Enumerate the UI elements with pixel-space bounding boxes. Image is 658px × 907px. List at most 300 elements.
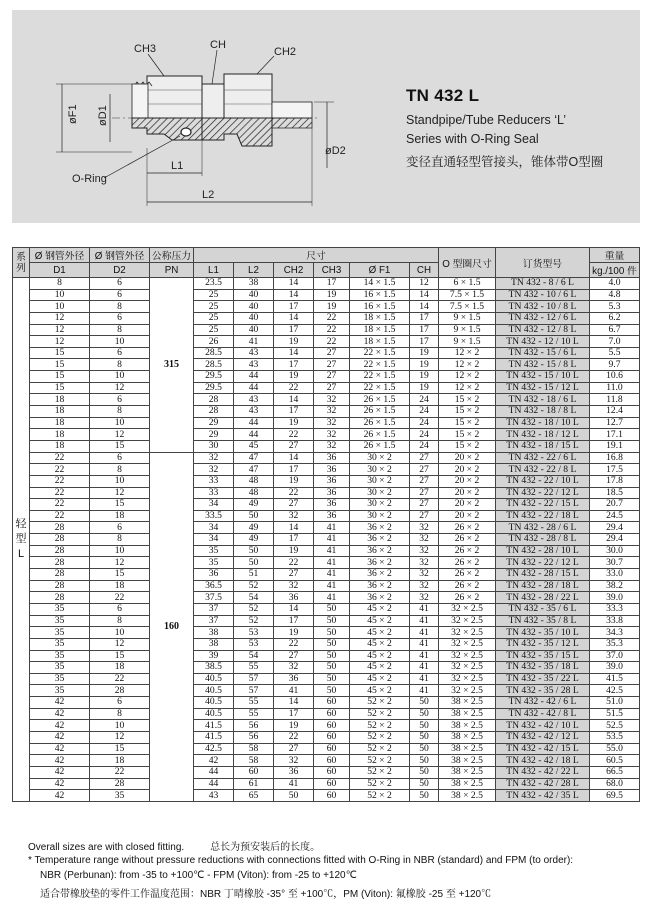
- table-cell: 8: [90, 359, 150, 371]
- table-cell: 65: [234, 790, 274, 802]
- table-cell: 41: [410, 650, 439, 662]
- product-title: TN 432 L: [406, 86, 480, 105]
- table-cell: 49: [234, 534, 274, 546]
- table-cell: 42: [30, 766, 90, 778]
- table-cell: 52 × 2: [350, 708, 410, 720]
- table-cell: 14: [274, 312, 314, 324]
- table-cell: 38 × 2.5: [439, 720, 496, 732]
- table-cell: 50: [410, 790, 439, 802]
- table-cell: TN 432 - 42 / 18 L: [496, 755, 590, 767]
- table-cell: 4.8: [590, 289, 640, 301]
- table-cell: TN 432 - 35 / 6 L: [496, 603, 590, 615]
- table-cell: 38: [194, 627, 234, 639]
- table-cell: TN 432 - 28 / 18 L: [496, 580, 590, 592]
- table-cell: 15: [30, 347, 90, 359]
- table-cell: 15: [90, 743, 150, 755]
- table-cell: 6.7: [590, 324, 640, 336]
- table-cell: TN 432 - 22 / 12 L: [496, 487, 590, 499]
- table-cell: 44: [194, 766, 234, 778]
- table-cell: 33.3: [590, 603, 640, 615]
- table-cell: 22: [90, 592, 150, 604]
- table-row: [13, 743, 640, 755]
- table-cell: 27: [274, 499, 314, 511]
- table-cell: 28.5: [194, 347, 234, 359]
- label-ch: CH: [210, 39, 226, 51]
- table-cell: 50: [410, 755, 439, 767]
- table-cell: 15: [90, 569, 150, 581]
- table-cell: 17: [274, 464, 314, 476]
- table-cell: 27: [274, 743, 314, 755]
- col-d1: D1: [30, 263, 90, 278]
- table-cell: 30 × 2: [350, 475, 410, 487]
- table-cell: 42: [30, 778, 90, 790]
- table-cell: 33.5: [194, 510, 234, 522]
- table-cell: 50: [314, 615, 350, 627]
- table-cell: 27: [314, 382, 350, 394]
- table-cell: 19: [410, 371, 439, 383]
- description-cn: 变径直通轻型管接头，锥体带O型圈: [406, 155, 604, 169]
- table-cell: 17: [274, 534, 314, 546]
- table-cell: 40.5: [194, 697, 234, 709]
- table-cell: 10: [90, 627, 150, 639]
- table-cell: TN 432 - 22 / 18 L: [496, 510, 590, 522]
- table-cell: TN 432 - 28 / 10 L: [496, 545, 590, 557]
- table-cell: 50: [314, 673, 350, 685]
- table-cell: 33.8: [590, 615, 640, 627]
- table-cell: 24: [410, 417, 439, 429]
- table-cell: 12: [90, 557, 150, 569]
- table-cell: TN 432 - 42 / 15 L: [496, 743, 590, 755]
- table-row: [13, 766, 640, 778]
- table-cell: 41.5: [194, 720, 234, 732]
- table-cell: 10: [90, 545, 150, 557]
- table-cell: 20 × 2: [439, 464, 496, 476]
- table-cell: 42: [30, 731, 90, 743]
- table-cell: 35: [30, 662, 90, 674]
- table-cell: TN 432 - 42 / 12 L: [496, 731, 590, 743]
- table-cell: 8: [90, 464, 150, 476]
- table-cell: 32 × 2.5: [439, 685, 496, 697]
- table-cell: 52.5: [590, 720, 640, 732]
- table-cell: TN 432 - 10 / 6 L: [496, 289, 590, 301]
- table-cell: 6: [90, 697, 150, 709]
- table-cell: 37: [194, 603, 234, 615]
- table-cell: 32 × 2.5: [439, 627, 496, 639]
- table-cell: TN 432 - 35 / 18 L: [496, 662, 590, 674]
- table-cell: 57: [234, 685, 274, 697]
- table-row: [13, 406, 640, 418]
- table-row: [13, 778, 640, 790]
- table-cell: 54: [234, 650, 274, 662]
- table-cell: 22: [314, 312, 350, 324]
- table-cell: 19: [274, 475, 314, 487]
- table-cell: 15: [90, 499, 150, 511]
- table-cell: 37.5: [194, 592, 234, 604]
- header-panel: [12, 10, 640, 223]
- table-cell: 19: [274, 720, 314, 732]
- table-cell: TN 432 - 35 / 8 L: [496, 615, 590, 627]
- table-cell: 14: [274, 452, 314, 464]
- table-cell: 18: [30, 417, 90, 429]
- table-cell: TN 432 - 18 / 12 L: [496, 429, 590, 441]
- table-cell: 18 × 1.5: [350, 324, 410, 336]
- table-cell: 29: [194, 417, 234, 429]
- table-cell: 50: [410, 708, 439, 720]
- table-cell: 50: [410, 743, 439, 755]
- table-body: [13, 278, 640, 802]
- table-cell: TN 432 - 10 / 8 L: [496, 301, 590, 313]
- table-cell: 28: [30, 522, 90, 534]
- table-cell: 29.5: [194, 382, 234, 394]
- table-cell: 32 × 2.5: [439, 603, 496, 615]
- table-cell: 38 × 2.5: [439, 755, 496, 767]
- table-cell: 43: [194, 790, 234, 802]
- table-cell: 25: [194, 301, 234, 313]
- col-l2: L2: [234, 263, 274, 278]
- table-row: [13, 301, 640, 313]
- table-cell: 25: [194, 312, 234, 324]
- table-cell: 36 × 2: [350, 522, 410, 534]
- table-cell: 19: [314, 289, 350, 301]
- table-row: [13, 627, 640, 639]
- table-cell: 42: [30, 743, 90, 755]
- label-ch3: CH3: [134, 43, 157, 55]
- table-cell: 7.5 × 1.5: [439, 301, 496, 313]
- fitting-drawing: [52, 28, 372, 218]
- table-cell: 10: [30, 301, 90, 313]
- table-cell: 27: [410, 452, 439, 464]
- table-cell: 18: [30, 394, 90, 406]
- table-cell: 41: [410, 638, 439, 650]
- table-row: [13, 324, 640, 336]
- table-cell: 28: [30, 534, 90, 546]
- table-cell: 61: [234, 778, 274, 790]
- table-cell: 26 × 1.5: [350, 429, 410, 441]
- description-en-1: Standpipe/Tube Reducers ‘L’: [406, 113, 567, 127]
- table-cell: 20 × 2: [439, 499, 496, 511]
- table-cell: 60: [314, 766, 350, 778]
- table-cell: 36 × 2: [350, 557, 410, 569]
- table-cell: 35: [30, 638, 90, 650]
- table-cell: 60: [314, 790, 350, 802]
- table-cell: TN 432 - 28 / 22 L: [496, 592, 590, 604]
- table-cell: 50: [234, 510, 274, 522]
- table-cell: 11.0: [590, 382, 640, 394]
- table-cell: 6: [90, 603, 150, 615]
- table-cell: 53.5: [590, 731, 640, 743]
- table-cell: 52 × 2: [350, 755, 410, 767]
- table-cell: 22: [30, 487, 90, 499]
- table-cell: 32: [314, 406, 350, 418]
- table-cell: 57: [234, 673, 274, 685]
- table-cell: 40.5: [194, 685, 234, 697]
- table-cell: 17.1: [590, 429, 640, 441]
- table-cell: 19: [274, 336, 314, 348]
- table-cell: 18: [90, 662, 150, 674]
- table-cell: 17.8: [590, 475, 640, 487]
- table-cell: 6: [90, 289, 150, 301]
- table-cell: 30 × 2: [350, 452, 410, 464]
- note-temperature: * Temperature range without pressure reductions with connections fitted with O-Ring in NBR (standard) and FPM (to order):: [28, 855, 574, 866]
- table-cell: 42: [30, 697, 90, 709]
- table-cell: 23.5: [194, 278, 234, 290]
- table-row: [13, 464, 640, 476]
- table-cell: TN 432 - 42 / 28 L: [496, 778, 590, 790]
- table-cell: 35.3: [590, 638, 640, 650]
- table-cell: 36: [274, 766, 314, 778]
- table-cell: 36: [314, 475, 350, 487]
- table-cell: 58: [234, 743, 274, 755]
- table-cell: 32 × 2.5: [439, 638, 496, 650]
- table-cell: 27: [274, 650, 314, 662]
- table-cell: TN 432 - 15 / 10 L: [496, 371, 590, 383]
- table-cell: 9 × 1.5: [439, 312, 496, 324]
- table-cell: 42.5: [590, 685, 640, 697]
- table-cell: TN 432 - 22 / 15 L: [496, 499, 590, 511]
- section-right: [202, 118, 272, 146]
- table-cell: 27: [314, 359, 350, 371]
- table-cell: 26 × 2: [439, 522, 496, 534]
- table-cell: 35: [90, 790, 150, 802]
- table-cell: 6: [90, 394, 150, 406]
- table-cell: 36 × 2: [350, 545, 410, 557]
- table-cell: 52: [234, 603, 274, 615]
- col-pn-cn: 公称压力: [150, 248, 194, 263]
- table-cell: 28: [194, 406, 234, 418]
- table-cell: 14: [274, 603, 314, 615]
- label-oring: O-Ring: [72, 173, 107, 185]
- table-cell: 17: [410, 312, 439, 324]
- table-cell: 24.5: [590, 510, 640, 522]
- table-cell: 30 × 2: [350, 510, 410, 522]
- table-cell: 26 × 2: [439, 534, 496, 546]
- table-cell: 51.0: [590, 697, 640, 709]
- note-temperature-values: NBR (Perbunan): from -35 to +100℃ - FPM (Viton): from -25 to +120℃: [40, 870, 357, 881]
- table-cell: 32: [314, 429, 350, 441]
- table-cell: 44: [234, 417, 274, 429]
- table-cell: 32: [410, 592, 439, 604]
- table-cell: 49: [234, 522, 274, 534]
- table-cell: 41: [410, 662, 439, 674]
- table-cell: 50: [234, 545, 274, 557]
- table-cell: 39: [194, 650, 234, 662]
- label-d1: øD1: [97, 105, 109, 126]
- table-row: [13, 673, 640, 685]
- table-cell: 68.0: [590, 778, 640, 790]
- table-cell: 52 × 2: [350, 766, 410, 778]
- table-cell: 38 × 2.5: [439, 697, 496, 709]
- table-cell: 26 × 2: [439, 592, 496, 604]
- table-cell: 28: [90, 685, 150, 697]
- col-l1: L1: [194, 263, 234, 278]
- table-cell: 28: [30, 592, 90, 604]
- table-cell: 26 × 1.5: [350, 417, 410, 429]
- table-cell: TN 432 - 15 / 6 L: [496, 347, 590, 359]
- table-cell: 30 × 2: [350, 487, 410, 499]
- table-cell: 52: [234, 615, 274, 627]
- table-row: [13, 650, 640, 662]
- table-cell: 60: [314, 778, 350, 790]
- table-cell: 52 × 2: [350, 790, 410, 802]
- table-row: [13, 382, 640, 394]
- table-cell: 8: [90, 708, 150, 720]
- table-cell: 38: [234, 278, 274, 290]
- table-cell: 37.0: [590, 650, 640, 662]
- col-ch2: CH2: [274, 263, 314, 278]
- table-cell: 41: [314, 545, 350, 557]
- table-cell: TN 432 - 35 / 12 L: [496, 638, 590, 650]
- table-row: [13, 720, 640, 732]
- table-row: [13, 569, 640, 581]
- table-row: [13, 545, 640, 557]
- table-cell: 22: [274, 429, 314, 441]
- table-cell: 38.5: [194, 662, 234, 674]
- table-cell: 45 × 2: [350, 627, 410, 639]
- table-cell: 36 × 2: [350, 569, 410, 581]
- table-cell: 36: [314, 510, 350, 522]
- table-cell: 6: [90, 312, 150, 324]
- table-cell: 51: [234, 569, 274, 581]
- table-cell: 50: [314, 650, 350, 662]
- table-cell: 60: [314, 697, 350, 709]
- table-cell: 45 × 2: [350, 673, 410, 685]
- table-cell: 55.0: [590, 743, 640, 755]
- table-cell: 42: [30, 708, 90, 720]
- col-series: 系列: [13, 248, 30, 278]
- table-cell: 12.7: [590, 417, 640, 429]
- table-row: [13, 603, 640, 615]
- table-cell: 27: [410, 510, 439, 522]
- table-cell: 28: [90, 778, 150, 790]
- table-cell: 7.0: [590, 336, 640, 348]
- table-cell: 41: [314, 557, 350, 569]
- col-ch: CH: [410, 263, 439, 278]
- table-cell: 40.5: [194, 708, 234, 720]
- table-row: [13, 592, 640, 604]
- table-cell: 40.5: [194, 673, 234, 685]
- table-cell: 35: [30, 650, 90, 662]
- table-cell: 22: [90, 766, 150, 778]
- table-cell: 40: [234, 324, 274, 336]
- label-l2: L2: [202, 189, 215, 201]
- table-cell: 44: [234, 429, 274, 441]
- table-cell: 36: [274, 592, 314, 604]
- table-cell: 34: [194, 534, 234, 546]
- table-cell: 22: [30, 452, 90, 464]
- table-cell: 24: [410, 394, 439, 406]
- table-cell: 55: [234, 708, 274, 720]
- table-cell: 45 × 2: [350, 638, 410, 650]
- table-cell: 69.5: [590, 790, 640, 802]
- table-cell: 37: [194, 615, 234, 627]
- table-cell: 32 × 2.5: [439, 615, 496, 627]
- table-cell: 10: [90, 720, 150, 732]
- table-cell: TN 432 - 42 / 35 L: [496, 790, 590, 802]
- table-row: [13, 522, 640, 534]
- table-cell: 17: [314, 278, 350, 290]
- col-f1: Ø F1: [350, 263, 410, 278]
- table-cell: 14: [274, 522, 314, 534]
- table-cell: 41: [314, 522, 350, 534]
- table-cell: 52 × 2: [350, 697, 410, 709]
- table-cell: 35: [30, 627, 90, 639]
- table-cell: 22 × 1.5: [350, 359, 410, 371]
- table-cell: 26: [194, 336, 234, 348]
- table-cell: 32 × 2.5: [439, 650, 496, 662]
- table-cell: 19: [274, 627, 314, 639]
- table-cell: 22: [314, 336, 350, 348]
- col-order: 订货型号: [496, 248, 590, 278]
- table-cell: 32: [274, 510, 314, 522]
- table-cell: 14: [274, 278, 314, 290]
- table-cell: 4.0: [590, 278, 640, 290]
- table-cell: TN 432 - 15 / 12 L: [496, 382, 590, 394]
- table-cell: TN 432 - 28 / 15 L: [496, 569, 590, 581]
- spec-table: [12, 247, 640, 802]
- table-cell: 42.5: [194, 743, 234, 755]
- table-cell: 6 × 1.5: [439, 278, 496, 290]
- table-cell: 12: [30, 312, 90, 324]
- table-cell: 32: [410, 557, 439, 569]
- table-cell: 32: [194, 452, 234, 464]
- table-cell: 26 × 1.5: [350, 440, 410, 452]
- table-cell: 8: [30, 278, 90, 290]
- table-cell: 45: [234, 440, 274, 452]
- table-cell: 56: [234, 731, 274, 743]
- table-row: [13, 731, 640, 743]
- table-cell: 53: [234, 638, 274, 650]
- table-cell: 29.4: [590, 534, 640, 546]
- table-cell: 25: [194, 324, 234, 336]
- table-cell: 20 × 2: [439, 510, 496, 522]
- table-cell: 50: [314, 662, 350, 674]
- table-cell: 35: [30, 615, 90, 627]
- table-cell: 12 × 2: [439, 359, 496, 371]
- table-cell: 39.0: [590, 662, 640, 674]
- table-cell: 32: [314, 440, 350, 452]
- table-cell: 34: [194, 522, 234, 534]
- table-cell: 38.2: [590, 580, 640, 592]
- table-cell: 15: [90, 440, 150, 452]
- table-cell: 19: [274, 417, 314, 429]
- table-cell: 19: [274, 371, 314, 383]
- table-cell: 33.0: [590, 569, 640, 581]
- table-cell: 16.8: [590, 452, 640, 464]
- table-cell: 50: [274, 790, 314, 802]
- col-weight-unit: kg./100 件: [590, 263, 640, 278]
- table-cell: 30: [194, 440, 234, 452]
- table-cell: 18: [90, 755, 150, 767]
- table-cell: 27: [314, 371, 350, 383]
- table-cell: TN 432 - 15 / 8 L: [496, 359, 590, 371]
- table-cell: 38 × 2.5: [439, 766, 496, 778]
- table-cell: 45 × 2: [350, 615, 410, 627]
- table-cell: 41: [274, 685, 314, 697]
- table-cell: 8: [90, 301, 150, 313]
- table-cell: 12: [410, 278, 439, 290]
- table-cell: 15 × 2: [439, 417, 496, 429]
- table-cell: 15 × 2: [439, 429, 496, 441]
- col-weight: 重量: [590, 248, 640, 263]
- center-body-ch: [202, 84, 224, 118]
- table-cell: 45 × 2: [350, 650, 410, 662]
- table-cell: 27: [410, 464, 439, 476]
- table-cell: 15: [90, 650, 150, 662]
- table-cell: 26 × 1.5: [350, 394, 410, 406]
- table-cell: TN 432 - 12 / 10 L: [496, 336, 590, 348]
- table-cell: 32: [410, 569, 439, 581]
- table-cell: 35: [30, 603, 90, 615]
